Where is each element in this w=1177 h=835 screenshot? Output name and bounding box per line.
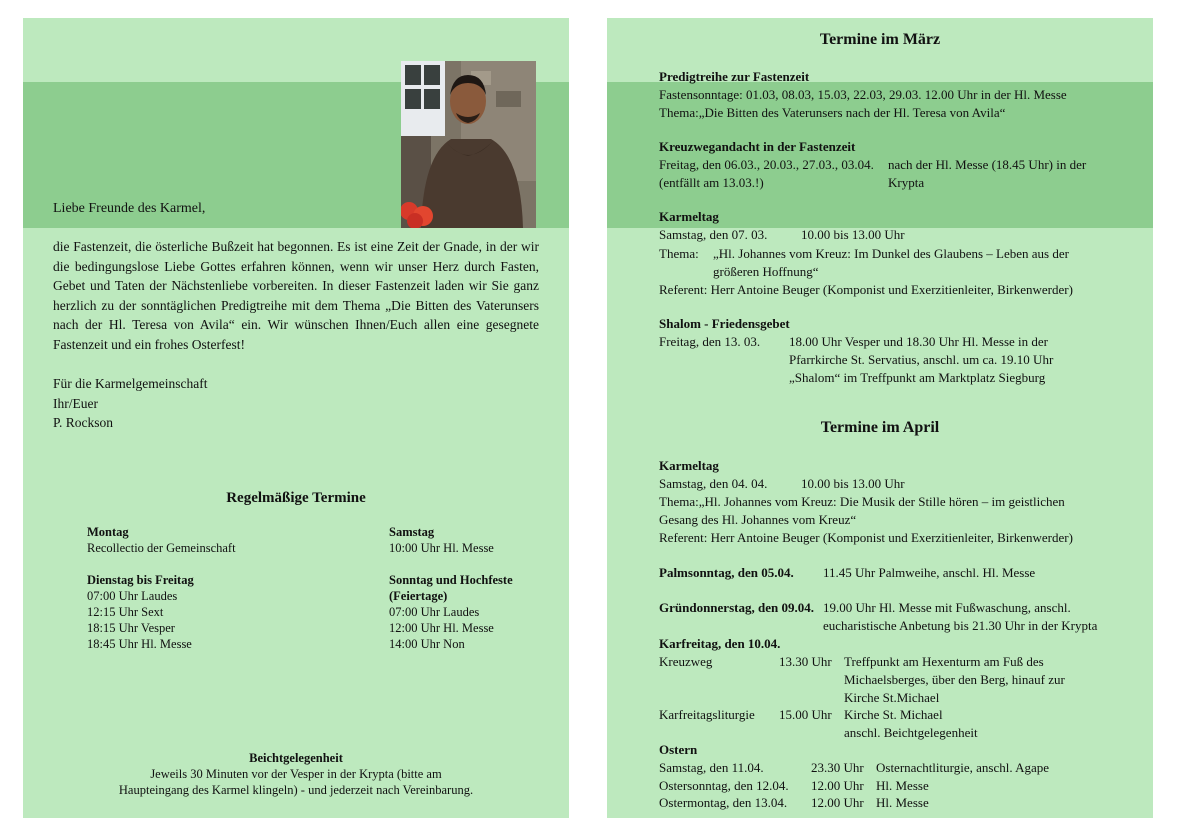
- salutation: Liebe Freunde des Karmel,: [53, 201, 206, 216]
- ostern-heading: Ostern: [659, 742, 698, 757]
- confession-block: [23, 750, 569, 798]
- gruendonnerstag-text: eucharistische Anbetung bis 21.30 Uhr in der Krypta: [823, 618, 1098, 633]
- shalom-date: Freitag, den 13. 03.: [659, 334, 761, 349]
- letter-text: die Fastenzeit, die österliche Bußzeit hat begonnen. Es ist eine Zeit der Gnade, in der wir die bedingungslose Liebe Gottes erfahren können, wenn wir unser Herz durch Fasten, Gebet und Taten der Nächstenliebe vorbereiten. In dieser Fastenzeit laden wir Sie ganz herzlich zu der sonntäglichen Predigtreihe mit dem Thema „Die Bitten des Vaterunsers nach der Hl. Teresa von Avila“ ein. Wir wünschen Ihnen/Euch allen eine gesegnete Fastenzeit und ein frohes Osterfest!: [53, 239, 539, 352]
- karmeltag-april-date: Samstag, den 04. 04.: [659, 476, 768, 491]
- predigt-line: Thema:„Die Bitten des Vaterunsers nach der Hl. Teresa von Avila“: [659, 105, 1006, 120]
- weekday-heading: Dienstag bis Freitag: [87, 573, 194, 587]
- karfreitag-heading: Karfreitag, den 10.04.: [659, 636, 781, 651]
- april-title: Termine im April: [820, 419, 940, 436]
- palmsonntag-text: 11.45 Uhr Palmweihe, anschl. Hl. Messe: [823, 565, 1036, 580]
- sunday-line: 07:00 Uhr Laudes: [389, 605, 480, 619]
- kreuzweg-note: (entfällt am 13.03.!): [659, 175, 764, 190]
- shalom-line: 18.00 Uhr Vesper und 18.30 Uhr Hl. Messe in der: [789, 334, 1049, 349]
- confession-line: Jeweils 30 Minuten vor der Vesper in der Krypta (bitte am: [150, 767, 442, 781]
- karmeltag-march-thema: größeren Hoffnung“: [713, 264, 819, 279]
- karmeltag-april-heading: Karmeltag: [659, 458, 719, 473]
- signature-line: Ihr/Euer: [53, 395, 98, 411]
- saturday-text: 10:00 Uhr Hl. Messe: [389, 541, 494, 555]
- weekday-line: 12:15 Uhr Sext: [87, 605, 164, 619]
- sunday-heading-sub: (Feiertage): [389, 589, 448, 603]
- regular-appointments-title: Regelmäßige Termine: [226, 490, 366, 506]
- karmeltag-april-thema: Gesang des Hl. Johannes vom Kreuz“: [659, 512, 857, 527]
- shalom-heading: Shalom - Friedensgebet: [659, 316, 790, 331]
- monday-heading: Montag: [87, 525, 129, 539]
- shalom-line: „Shalom“ im Treffpunkt am Marktplatz Siegburg: [789, 370, 1046, 385]
- signature: [53, 374, 207, 433]
- karmeltag-march-thema: „Hl. Johannes vom Kreuz: Im Dunkel des Glaubens – Leben aus der: [713, 246, 1069, 261]
- karmeltag-april-time: 10.00 bis 13.00 Uhr: [801, 476, 905, 491]
- signature-line: Für die Karmelgemeinschaft: [53, 376, 208, 391]
- karfreitag-liturgie-time: 15.00 Uhr: [779, 707, 832, 722]
- schedule-left-column: [87, 524, 236, 652]
- karmeltag-march-heading: Karmeltag: [659, 209, 719, 224]
- karfreitag-liturgie-label: Karfreitagsliturgie: [659, 707, 755, 722]
- karmeltag-april-thema: Thema:„Hl. Johannes vom Kreuz: Die Musik der Stille hören – im geistlichen: [659, 494, 1065, 509]
- weekday-line: 18:45 Uhr Hl. Messe: [87, 637, 192, 651]
- saturday-heading: Samstag: [389, 525, 435, 539]
- ostern-row-text: Hl. Messe: [876, 795, 929, 810]
- right-page: [607, 18, 1153, 818]
- predigt-heading: Predigtreihe zur Fastenzeit: [659, 69, 810, 84]
- predigt-line: Fastensonntage: 01.03, 08.03, 15.03, 22.03, 29.03. 12.00 Uhr in der Hl. Messe: [659, 87, 1067, 102]
- signature-line: P. Rockson: [53, 415, 114, 430]
- karfreitag-kreuzweg-text: Treffpunkt am Hexenturm am Fuß des: [844, 654, 1044, 669]
- kreuzweg-heading: Kreuzwegandacht in der Fastenzeit: [659, 139, 856, 154]
- palmsonntag-heading: Palmsonntag, den 05.04.: [659, 565, 794, 580]
- kreuzweg-dates: Freitag, den 06.03., 20.03., 27.03., 03.04.: [659, 157, 874, 172]
- confession-heading: Beichtgelegenheit: [249, 751, 343, 765]
- karfreitag-liturgie-text: anschl. Beichtgelegenheit: [844, 725, 978, 740]
- ostern-row-time: 12.00 Uhr: [811, 778, 864, 793]
- karfreitag-kreuzweg-text: Michaelsberges, über den Berg, hinauf zur: [844, 672, 1065, 687]
- karmeltag-march-time: 10.00 bis 13.00 Uhr: [801, 227, 905, 242]
- schedule-right-column: [389, 524, 513, 652]
- karmeltag-april-referent: Referent: Herr Antoine Beuger (Komponist und Exerzitienleiter, Birkenwerder): [659, 530, 1073, 545]
- ostern-row-label: Samstag, den 11.04.: [659, 760, 764, 775]
- ostern-row-time: 23.30 Uhr: [811, 760, 864, 775]
- ostern-row-text: Osternachtliturgie, anschl. Agape: [876, 760, 1050, 775]
- gruendonnerstag-text: 19.00 Uhr Hl. Messe mit Fußwaschung, anschl.: [823, 600, 1071, 615]
- karmeltag-march-referent: Referent: Herr Antoine Beuger (Komponist und Exerzitienleiter, Birkenwerder): [659, 282, 1073, 297]
- karmeltag-march-thema-label: Thema:: [659, 246, 699, 261]
- sunday-line: 14:00 Uhr Non: [389, 637, 465, 651]
- ostern-row-time: 12.00 Uhr: [811, 795, 864, 810]
- confession-line: Haupteingang des Karmel klingeln) - und jederzeit nach Vereinbarung.: [118, 783, 474, 797]
- kreuzweg-time: nach der Hl. Messe (18.45 Uhr) in der: [888, 157, 1087, 172]
- gruendonnerstag-heading: Gründonnerstag, den 09.04.: [659, 600, 814, 615]
- sunday-heading: Sonntag und Hochfeste: [389, 573, 513, 587]
- priest-photo: [401, 61, 536, 228]
- karfreitag-kreuzweg-time: 13.30 Uhr: [779, 654, 832, 669]
- karfreitag-kreuzweg-label: Kreuzweg: [659, 654, 713, 669]
- karfreitag-liturgie-text: Kirche St. Michael: [844, 707, 943, 722]
- weekday-line: 18:15 Uhr Vesper: [87, 621, 175, 635]
- ostern-row-text: Hl. Messe: [876, 778, 929, 793]
- karfreitag-kreuzweg-text: Kirche St.Michael: [844, 690, 940, 705]
- monday-text: Recollectio der Gemeinschaft: [87, 541, 236, 555]
- karmeltag-march-date: Samstag, den 07. 03.: [659, 227, 768, 242]
- weekday-line: 07:00 Uhr Laudes: [87, 589, 178, 603]
- ostern-row-label: Ostermontag, den 13.04.: [659, 795, 788, 810]
- kreuzweg-place: Krypta: [888, 175, 925, 190]
- ostern-row-label: Ostersonntag, den 12.04.: [659, 778, 789, 793]
- shalom-line: Pfarrkirche St. Servatius, anschl. um ca. 19.10 Uhr: [789, 352, 1054, 367]
- sunday-line: 12:00 Uhr Hl. Messe: [389, 621, 494, 635]
- march-title: Termine im März: [819, 31, 941, 48]
- left-page: [23, 18, 569, 818]
